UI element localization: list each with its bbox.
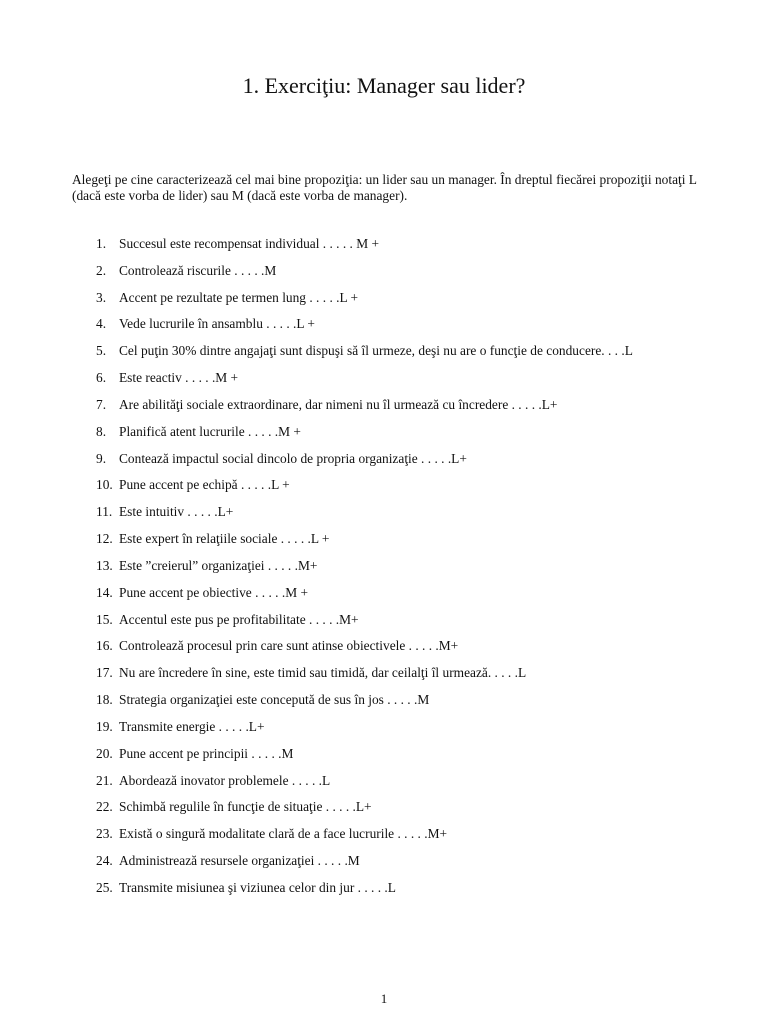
item-text: Administrează resursele organizaţiei . . . . .M <box>119 853 360 869</box>
list-item <box>0 799 768 826</box>
item-text: Controlează riscurile . . . . .M <box>119 262 277 278</box>
item-text: Are abilităţi sociale extraordinare, dar nimeni nu îl urmează cu încredere . . . . .L+ <box>119 396 558 412</box>
item-number: 11. <box>96 504 113 520</box>
item-number: 24. <box>96 853 113 869</box>
item-number: 19. <box>96 718 113 734</box>
intro-paragraph: Alegeţi pe cine caracterizează cel mai bine propoziţia: un lider sau un manager. În dreptul fiecărei propoziţii notaţi L (dacă este vorba de lider) sau M (dacă este vorba de manager). <box>72 172 697 203</box>
item-text: Este intuitiv . . . . .L+ <box>119 504 234 520</box>
item-text: Este expert în relaţiile sociale . . . . .L + <box>119 531 330 547</box>
item-number: 14. <box>96 584 113 600</box>
item-text: Strategia organizaţiei este concepută de sus în jos . . . . .M <box>119 692 430 708</box>
item-text: Vede lucrurile în ansamblu . . . . .L + <box>119 316 315 332</box>
item-number: 8. <box>96 423 107 439</box>
list-item <box>0 504 768 531</box>
item-number: 3. <box>96 289 107 305</box>
item-number: 13. <box>96 557 113 573</box>
page-number: 1 <box>380 991 388 1006</box>
item-number: 1. <box>96 236 107 251</box>
list-item <box>0 236 768 263</box>
item-number: 23. <box>96 826 113 842</box>
item-number: 21. <box>96 772 113 788</box>
item-text: Există o singură modalitate clară de a face lucrurile . . . . .M+ <box>119 826 448 842</box>
item-number: 10. <box>96 477 113 493</box>
list-item <box>0 290 768 317</box>
item-text: Pune accent pe principii . . . . .M <box>119 745 294 761</box>
list-item <box>0 316 768 343</box>
item-number: 16. <box>96 638 113 654</box>
item-number: 2. <box>96 262 107 278</box>
list-item <box>0 397 768 424</box>
item-text: Abordează inovator problemele . . . . .L <box>119 772 331 788</box>
list-item <box>0 585 768 612</box>
item-text: Pune accent pe echipă . . . . .L + <box>119 477 290 493</box>
list-item <box>0 343 768 370</box>
item-number: 17. <box>96 665 113 681</box>
item-number: 18. <box>96 692 113 708</box>
item-number: 5. <box>96 343 107 359</box>
list-item <box>0 853 768 880</box>
list-item <box>0 665 768 692</box>
item-number: 9. <box>96 450 107 466</box>
item-text: Accentul este pus pe profitabilitate . . . . .M+ <box>119 611 359 627</box>
list-item <box>0 477 768 504</box>
item-number: 4. <box>96 316 107 332</box>
item-text: Transmite energie . . . . .L+ <box>119 718 265 734</box>
list-item <box>0 558 768 585</box>
statement-list <box>0 236 768 907</box>
item-text: Contează impactul social dincolo de propria organizaţie . . . . .L+ <box>119 450 467 466</box>
list-item <box>0 826 768 853</box>
item-number: 25. <box>96 879 113 895</box>
list-item <box>0 746 768 773</box>
list-item <box>0 370 768 397</box>
item-number: 6. <box>96 370 107 386</box>
item-text: Este ”creierul” organizaţiei . . . . .M+ <box>119 557 318 573</box>
item-number: 15. <box>96 611 113 627</box>
item-text: Cel puţin 30% dintre angajaţi sunt dispuşi să îl urmeze, deşi nu are o funcţie de conducere. . . .L <box>119 343 633 359</box>
page-title: 1. Exerciţiu: Manager sau lider? <box>242 73 526 98</box>
item-text: Nu are încredere în sine, este timid sau timidă, dar ceilalţi îl urmează. . . . .L <box>119 665 527 681</box>
list-item <box>0 612 768 639</box>
item-number: 7. <box>96 396 107 412</box>
item-text: Planifică atent lucrurile . . . . .M + <box>119 423 301 439</box>
item-number: 22. <box>96 799 113 815</box>
item-text: Pune accent pe obiective . . . . .M + <box>119 584 309 600</box>
list-item <box>0 451 768 478</box>
list-item <box>0 773 768 800</box>
item-number: 12. <box>96 531 113 547</box>
list-item <box>0 531 768 558</box>
list-item <box>0 692 768 719</box>
list-item <box>0 638 768 665</box>
item-text: Schimbă regulile în funcţie de situaţie . . . . .L+ <box>119 799 372 815</box>
list-item <box>0 263 768 290</box>
item-text: Accent pe rezultate pe termen lung . . . . .L + <box>119 289 359 305</box>
item-number: 20. <box>96 745 113 761</box>
item-text: Controlează procesul prin care sunt atinse obiectivele . . . . .M+ <box>119 638 459 654</box>
item-text: Succesul este recompensat individual . . . . . M + <box>119 236 380 251</box>
list-item <box>0 880 768 907</box>
item-text: Este reactiv . . . . .M + <box>119 370 239 386</box>
list-item <box>0 424 768 451</box>
item-text: Transmite misiunea şi viziunea celor din jur . . . . .L <box>119 879 396 895</box>
list-item <box>0 719 768 746</box>
